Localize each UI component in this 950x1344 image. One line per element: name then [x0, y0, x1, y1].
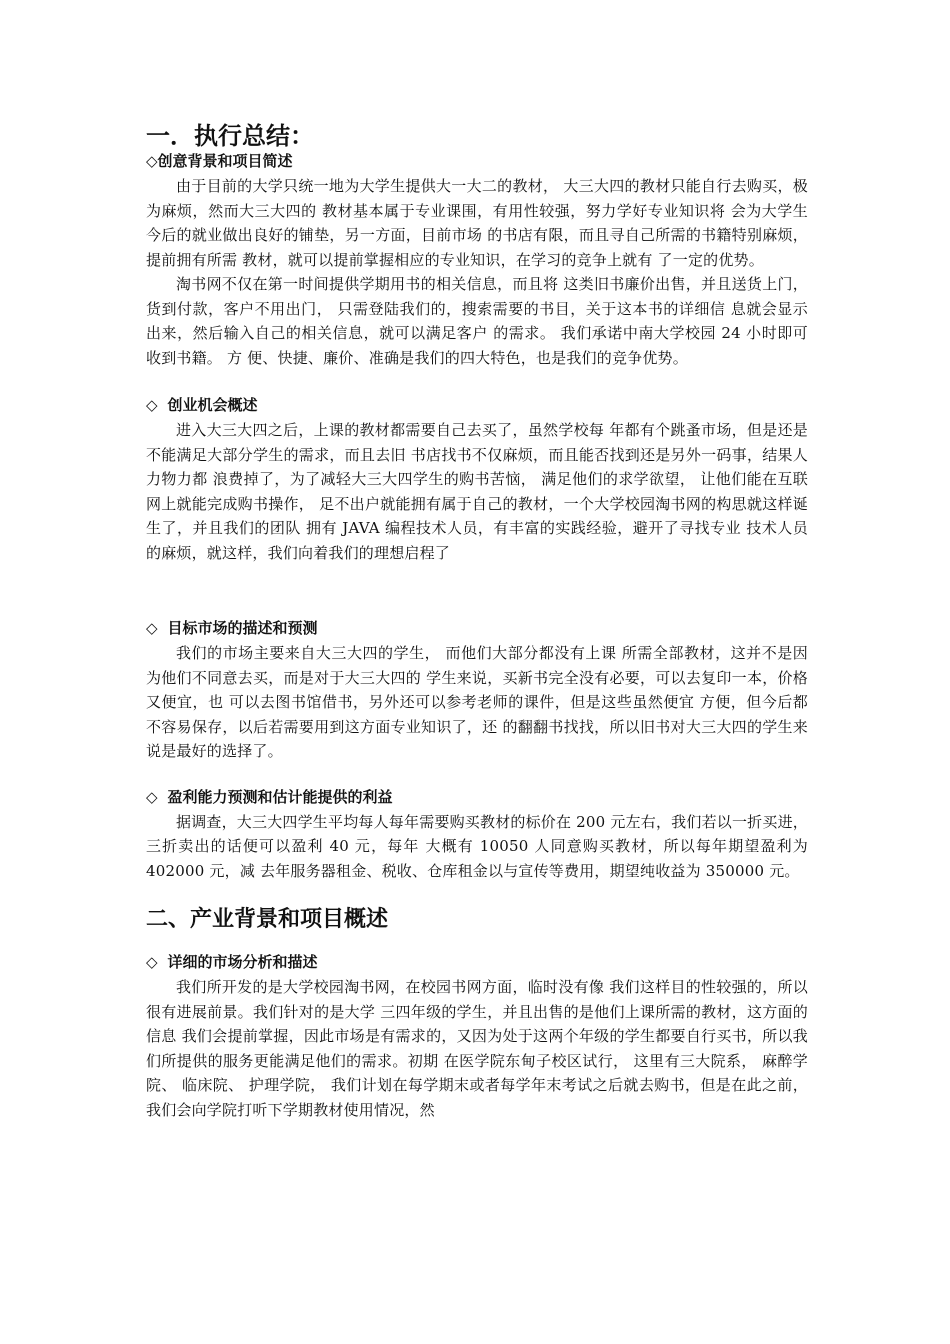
heading-text: 创业机会概述: [167, 396, 258, 414]
diamond-bullet-icon: ◇: [146, 953, 158, 971]
section-1-sub-2-heading: [146, 394, 808, 416]
section-1-sub-1-heading: ◇创意背景和项目简述: [146, 152, 293, 170]
diamond-bullet-icon: ◇: [146, 396, 158, 414]
section-2-sub-1-heading: [146, 951, 808, 973]
diamond-bullet-icon: ◇: [146, 619, 158, 637]
section-1-sub-3-para-1: 我们的市场主要来自大三大四的学生， 而他们大部分都没有上课 所需全部教材，这并不是因为他们不同意去买，而是对于大三大四的 学生来说，买新书完全没有必要，可以去复印一本，价格又便宜，也 可以去图书馆借书，另外还可以参考老师的课件，但是这些虽然便宜 方便，但今后都不容易保存，以后若需要用到这方面专业知识了，还 的翻翻书找找，所以旧书对大三大四的学生来说是最好的选择了。: [146, 644, 808, 760]
heading-text: 详细的市场分析和描述: [167, 953, 318, 971]
section-1-sub-4-para-1: 据调查，大三大四学生平均每人每年需要购买教材的标价在 200 元左右，我们若以一折买进，三折卖出的话便可以盈利 40 元，每年 大概有 10050 人同意购买教材，所以每年期望盈利为 402000 元，减 去年服务器租金、税收、仓库租金以与宣传等费用，期望纯收益为 350000 元。: [146, 812, 808, 880]
heading-text: 盈利能力预测和估计能提供的利益: [167, 787, 393, 806]
section-1-sub-1-para-2: 淘书网不仅在第一时间提供学期用书的相关信息，而且将 这类旧书廉价出售，并且送货上门，货到付款，客户不用出门， 只需登陆我们的，搜索需要的书目，关于这本书的详细信 息就会显示出来，然后输入自己的相关信息，就可以满足客户 的需求。 我们承诺中南大学校园 24 小时即可收到书籍。 方 便、快捷、廉价、准确是我们的四大特色，也是我们的竞争优势。: [146, 275, 808, 367]
section-2-title: 二、产业背景和项目概述: [146, 906, 389, 932]
section-1-sub-2-para-1: 进入大三大四之后，上课的教材都需要自己去买了，虽然学校每 年都有个跳蚤市场，但是还是不能满足大部分学生的需求，而且去旧 书店找书不仅麻烦，而且能否找到还是另外一码事，结果人力物力都 浪费掉了，为了减轻大三大四学生的购书苦恼， 满足他们的求学欲望， 让他们能在互联网上就能完成购书操作， 足不出户就能拥有属于自己的教材，一个大学校园淘书网的构思就这样诞生了，并且我们的团队 拥有 JAVA 编程技术人员，有丰富的实践经验，避开了寻找专业 技术人员的麻烦，就这样，我们向着我们的理想启程了: [146, 421, 808, 562]
section-1-sub-3-heading: [146, 617, 808, 639]
section-1-sub-4-heading: [146, 786, 808, 808]
document-page: [146, 120, 808, 1122]
section-1-title: 一．执行总结：: [146, 121, 314, 150]
heading-text: 目标市场的描述和预测: [167, 619, 318, 637]
section-1-sub-1-para-1: 由于目前的大学只统一地为大学生提供大一大二的教材， 大三大四的教材只能自行去购买，极为麻烦，然而大三大四的 教材基本属于专业课围，有用性较强，努力学好专业知识将 会为大学生今后的就业做出良好的铺垫，另一方面，目前市场 的书店有限，而且寻自己所需的书籍特别麻烦，提前拥有所需 教材，就可以提前掌握相应的专业知识，在学习的竞争上就有 了一定的优势。: [146, 177, 808, 269]
section-2-sub-1-para-1: 我们所开发的是大学校园淘书网，在校园书网方面，临时没有像 我们这样目的性较强的，所以很有进展前景。我们针对的是大学 三四年级的学生，并且出售的是他们上课所需的教材，这方面的信息 我们会提前掌握，因此市场是有需求的，又因为处于这两个年级的学生都要自行买书，所以我们所提供的服务更能满足他们的需求。初期 在医学院东甸子校区试行， 这里有三大院系， 麻醉学院、 临床院、 护理学院， 我们计划在每学期末或者每学年末考试之后就去购书，但是在此之前，我们会向学院打听下学期教材使用情况，然: [146, 978, 808, 1119]
diamond-bullet-icon: ◇: [146, 787, 158, 806]
